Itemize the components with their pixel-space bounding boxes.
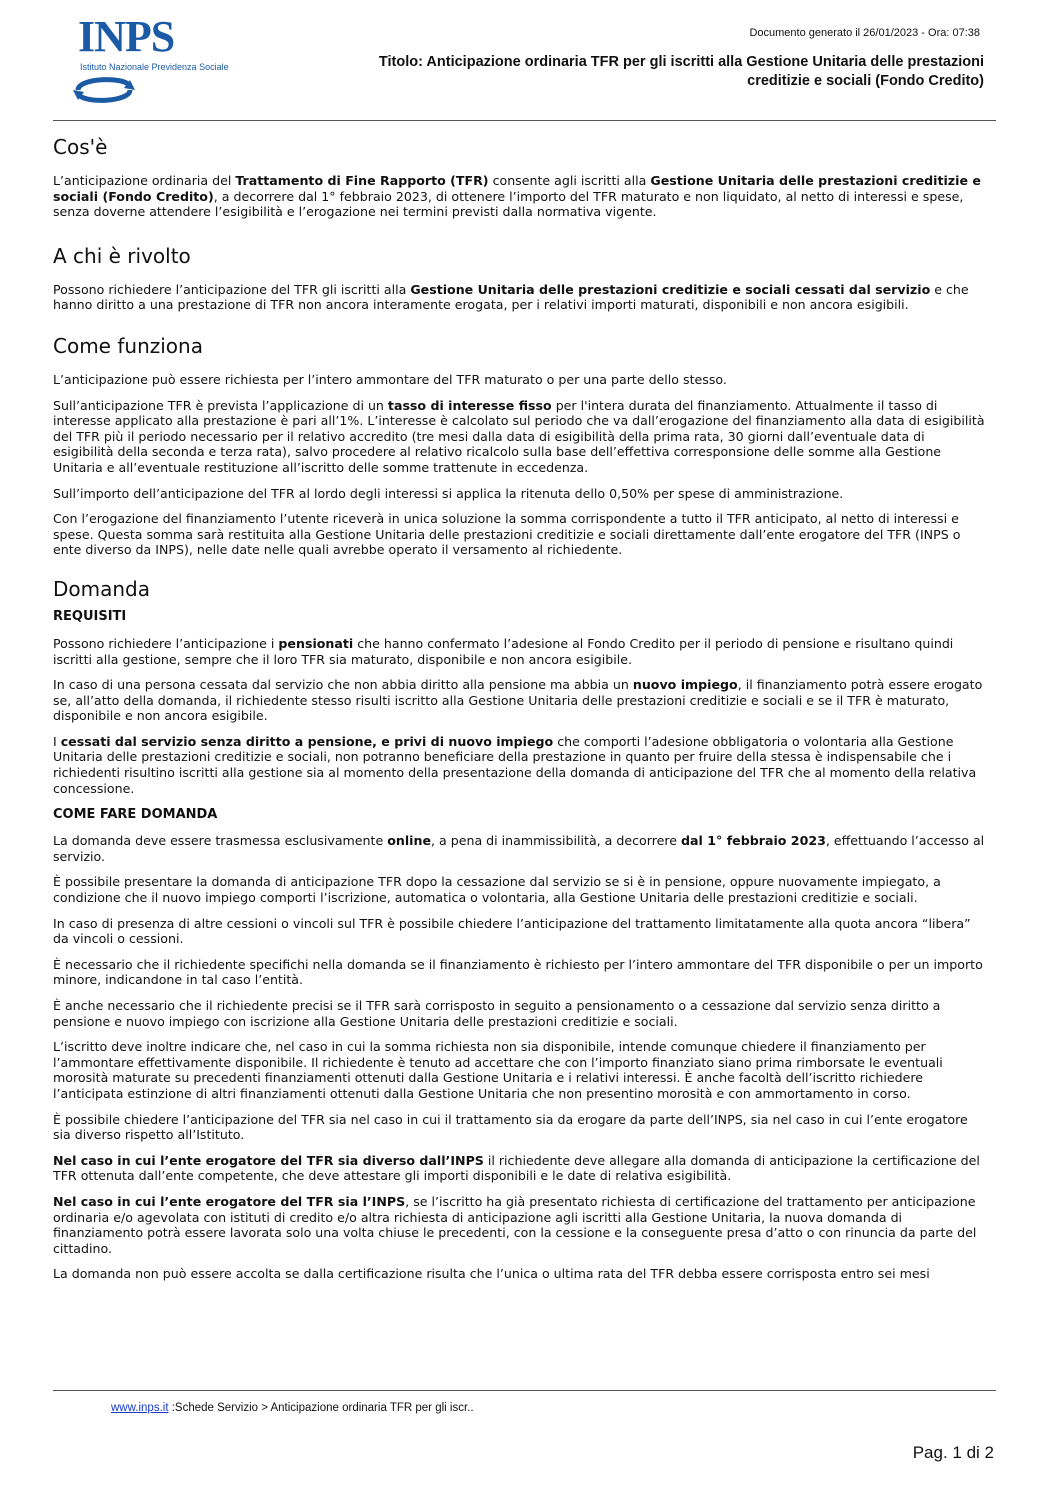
paragraph-domanda-7: È possibile chiedere l’anticipazione del TFR sia nel caso in cui il trattamento sia da erogare da parte dell’INPS, sia nel caso in cui l’ente erogatore sia diverso rispetto all’Istituto. <box>53 1111 968 1143</box>
bold-run: cessati dal servizio senza diritto a pensione, e privi di nuovo impiego <box>60 733 554 749</box>
paragraph-a-chi <box>53 282 987 313</box>
paragraph-domanda-3: In caso di presenza di altre cessioni o vincoli sul TFR è possibile chiedere l’anticipazione del trattamento limitatamente alla quota ancora “libera” da vincoli o cessioni. <box>53 915 971 947</box>
text-run: consente agli iscritti alla <box>488 173 651 188</box>
logo-wordmark: INPS <box>78 12 175 61</box>
text-run: Possono richiedere l’anticipazione del TFR gli iscritti alla <box>53 281 411 297</box>
text-run: , a pena di inammissibilità, a decorrere <box>431 833 682 849</box>
text-run: In caso di una persona cessata dal servizio che non abbia diritto alla pensione ma abbia un <box>53 677 633 693</box>
paragraph-domanda-2: È possibile presentare la domanda di anticipazione TFR dopo la cessazione dal servizio se si è in pensione, oppure nuovamente impiegato, a condizione che il nuovo impiego comporti l’iscrizione, automatica o volontaria, alla Gestione Unitaria delle prestazioni creditizie e sociali. <box>53 874 941 906</box>
bold-run: dal 1° febbraio 2023 <box>681 833 826 849</box>
paragraph-funziona-3: Sull’importo dell’anticipazione del TFR al lordo degli interessi si applica la ritenuta dello 0,50% per spese di amministrazione. <box>53 485 844 501</box>
bold-run: pensionati <box>278 635 354 651</box>
document-title <box>344 53 984 91</box>
subheading-come-fare-domanda: COME FARE DOMANDA <box>53 807 218 823</box>
bold-run: Nel caso in cui l’ente erogatore del TFR sia diverso dall’INPS <box>53 1152 484 1168</box>
inps-website-link[interactable]: www.inps.it <box>111 1402 169 1414</box>
text-run: per l'intera durata del finanziamento. Attualmente il tasso di interesse applicato alla prestazione è pari all’1%. L’interesse è calcolato sul periodo che va dall’erogazione del finanziamento alla data di esigibilità del TFR più il periodo necessario per il relativo accredito (tre mesi dalla data di esigibilità della prima rata, 30 giorni dall’eventuale data di esigibilità della seconda e terza rata), salvo procedere al relativo ricalcolo sulla base dell’effettiva corresponsione delle somme alla Gestione Unitaria e all’eventuale restituzione all’iscritto delle somme trattenute in eccedenza. <box>53 397 985 475</box>
paragraph-domanda-5: È anche necessario che il richiedente precisi se il TFR sarà corrisposto in seguito a pensionamento o a cessazione dal servizio senza diritto a pensione e nuovo impiego con iscrizione alla Gestione Unitaria delle prestazioni creditizie e sociali. <box>53 998 941 1029</box>
paragraph-funziona-2 <box>53 398 987 476</box>
bold-run: Nel caso in cui l’ente erogatore del TFR sia l’INPS <box>53 1193 406 1209</box>
paragraph-requisiti-2 <box>53 677 987 724</box>
text-run: , effettuando l’accesso al servizio. <box>53 833 985 864</box>
paragraph-funziona-1: L’anticipazione può essere richiesta per l’intero ammontare del TFR maturato o per una parte dello stesso. <box>53 371 727 387</box>
paragraph-funziona-4: Con l’erogazione del finanziamento l’utente riceverà in unica soluzione la somma corrispondente a tutto il TFR anticipato, al netto di interessi e spese. Questa somma sarà restituita alla Gestione Unitaria delle prestazioni creditizie e sociali direttamente dall’ente erogatore del TFR (INPS o ente diverso da INPS), nelle date nelle quali avrebbe operato il versamento al richiedente. <box>53 511 961 558</box>
bold-run: Trattamento di Fine Rapporto (TFR) <box>235 173 489 188</box>
section-heading-cose: Cos'è <box>53 135 108 159</box>
text-run: L’anticipazione ordinaria del <box>53 173 236 188</box>
text-run: Possono richiedere l’anticipazione i <box>53 635 279 651</box>
bold-run: Gestione Unitaria delle prestazioni creditizie e sociali (Fondo Credito) <box>53 173 981 204</box>
bold-run: tasso di interesse fisso <box>387 397 552 413</box>
header-divider <box>53 120 996 121</box>
text-run: Sull’anticipazione TFR è prevista l’applicazione di un <box>53 397 388 413</box>
generation-timestamp: Documento generato il 26/01/2023 - Ora: 07:38 <box>749 27 980 39</box>
bold-run: online <box>387 833 431 849</box>
text-run: che comporti l’adesione obbligatoria o volontaria alla Gestione Unitaria delle prestazioni creditizie e sociali, non potranno beneficiare della prestazione in quanto per fruire della stessa è indispensabile che i richiedenti risultino iscritti alla gestione sia al momento della presentazione della domanda di anticipazione del TFR che al momento della relativa concessione. <box>53 733 977 796</box>
footer-breadcrumb <box>111 1402 474 1414</box>
text-run: I <box>53 733 61 749</box>
subheading-requisiti: REQUISITI <box>53 608 127 624</box>
footer-divider <box>53 1390 996 1391</box>
paragraph-domanda-4: È necessario che il richiedente specifichi nella domanda se il finanziamento è richiesto per l’intero ammontare del TFR disponibile o per un importo minore, indicandone in tal caso l’entità. <box>53 956 983 988</box>
inps-logo <box>64 14 244 106</box>
page-number: Pag. 1 di 2 <box>912 1443 994 1462</box>
paragraph-cose <box>53 173 987 220</box>
paragraph-domanda-1 <box>53 833 987 864</box>
section-heading-domanda: Domanda <box>53 576 151 601</box>
text-run: , il finanziamento potrà essere erogato se, all’atto della domanda, il richiedente stesso risulti iscritto alla Gestione Unitaria delle prestazioni creditizie e sociali e se il TFR è maturato, disponibile e non ancora esigibile. <box>53 677 983 724</box>
logo-subtitle: Istituto Nazionale Previdenza Sociale <box>80 62 229 72</box>
logo-swirl-icon <box>72 72 136 108</box>
text-run: e che hanno diritto a una prestazione di TFR non ancora interamente erogata, per i relativi importi maturati, disponibili e non ancora esigibili. <box>53 281 969 313</box>
paragraph-domanda-9 <box>53 1194 987 1256</box>
paragraph-requisiti-3 <box>53 734 987 796</box>
paragraph-domanda-10: La domanda non può essere accolta se dalla certificazione risulta che l’unica o ultima rata del TFR debba essere corrisposta entro sei mesi <box>53 1266 930 1282</box>
text-run: il richiedente deve allegare alla domanda di anticipazione la certificazione del TFR ottenuta dall’ente competente, che deve attestare gli importi disponibili e le date di relativa esigibilità. <box>53 1152 980 1184</box>
paragraph-requisiti-1 <box>53 636 987 667</box>
document-title-line-2: creditizie e sociali (Fondo Credito) <box>747 73 984 89</box>
text-run: che hanno confermato l’adesione al Fondo Credito per il periodo di pensione e risultano quindi iscritti alla gestione, sempre che il loro TFR sia maturato, disponibile e non ancora esigibile. <box>53 635 954 667</box>
bold-run: nuovo impiego <box>632 677 738 693</box>
text-run: La domanda deve essere trasmessa esclusivamente <box>53 833 388 849</box>
paragraph-domanda-8 <box>53 1153 987 1184</box>
paragraph-domanda-6: L’iscritto deve inoltre indicare che, nel caso in cui la somma richiesta non sia disponibile, intende comunque chiedere il finanziamento per l’ammontare effettivamente disponibile. Il richiedente è tenuto ad accettare che con l’importo finanziato siano prima rimborsate le eventuali morosità maturate su precedenti finanziamenti ottenuti dalla Gestione Unitaria e i relativi interessi. È anche facoltà dell’iscritto richiedere l’anticipata estinzione di altri finanziamenti ottenuti dalla Gestione Unitaria che non presentino morosità e con ammortamento in corso. <box>53 1039 943 1101</box>
document-body <box>53 130 987 1282</box>
document-title-line-1: Titolo: Anticipazione ordinaria TFR per gli iscritti alla Gestione Unitaria delle prestazioni <box>378 54 984 70</box>
text-run: , a decorrere dal 1° febbraio 2023, di ottenere l’importo del TFR maturato e non liquidato, al netto di interessi e spese, senza doverne attendere l’esigibilità e l’erogazione nei termini previsti dalla normativa vigente. <box>53 188 964 220</box>
text-run: , se l’iscritto ha già presentato richiesta di certificazione del trattamento per anticipazione ordinaria e/o agevolata con istituti di credito e/o altra richiesta di anticipazione agli iscritti alla Gestione Unitaria, la nuova domanda di finanziamento potrà essere lavorata solo una volta chiuse le precedenti, con la cessione e la conseguente presa d’atto o con rinuncia da parte del cittadino. <box>53 1193 977 1256</box>
breadcrumb-path: :Schede Servizio > Anticipazione ordinaria TFR per gli iscr.. <box>168 1402 474 1414</box>
section-heading-a-chi: A chi è rivolto <box>53 243 191 268</box>
section-heading-come-funziona: Come funziona <box>53 333 203 358</box>
bold-run: Gestione Unitaria delle prestazioni creditizie e sociali cessati dal servizio <box>410 281 931 297</box>
